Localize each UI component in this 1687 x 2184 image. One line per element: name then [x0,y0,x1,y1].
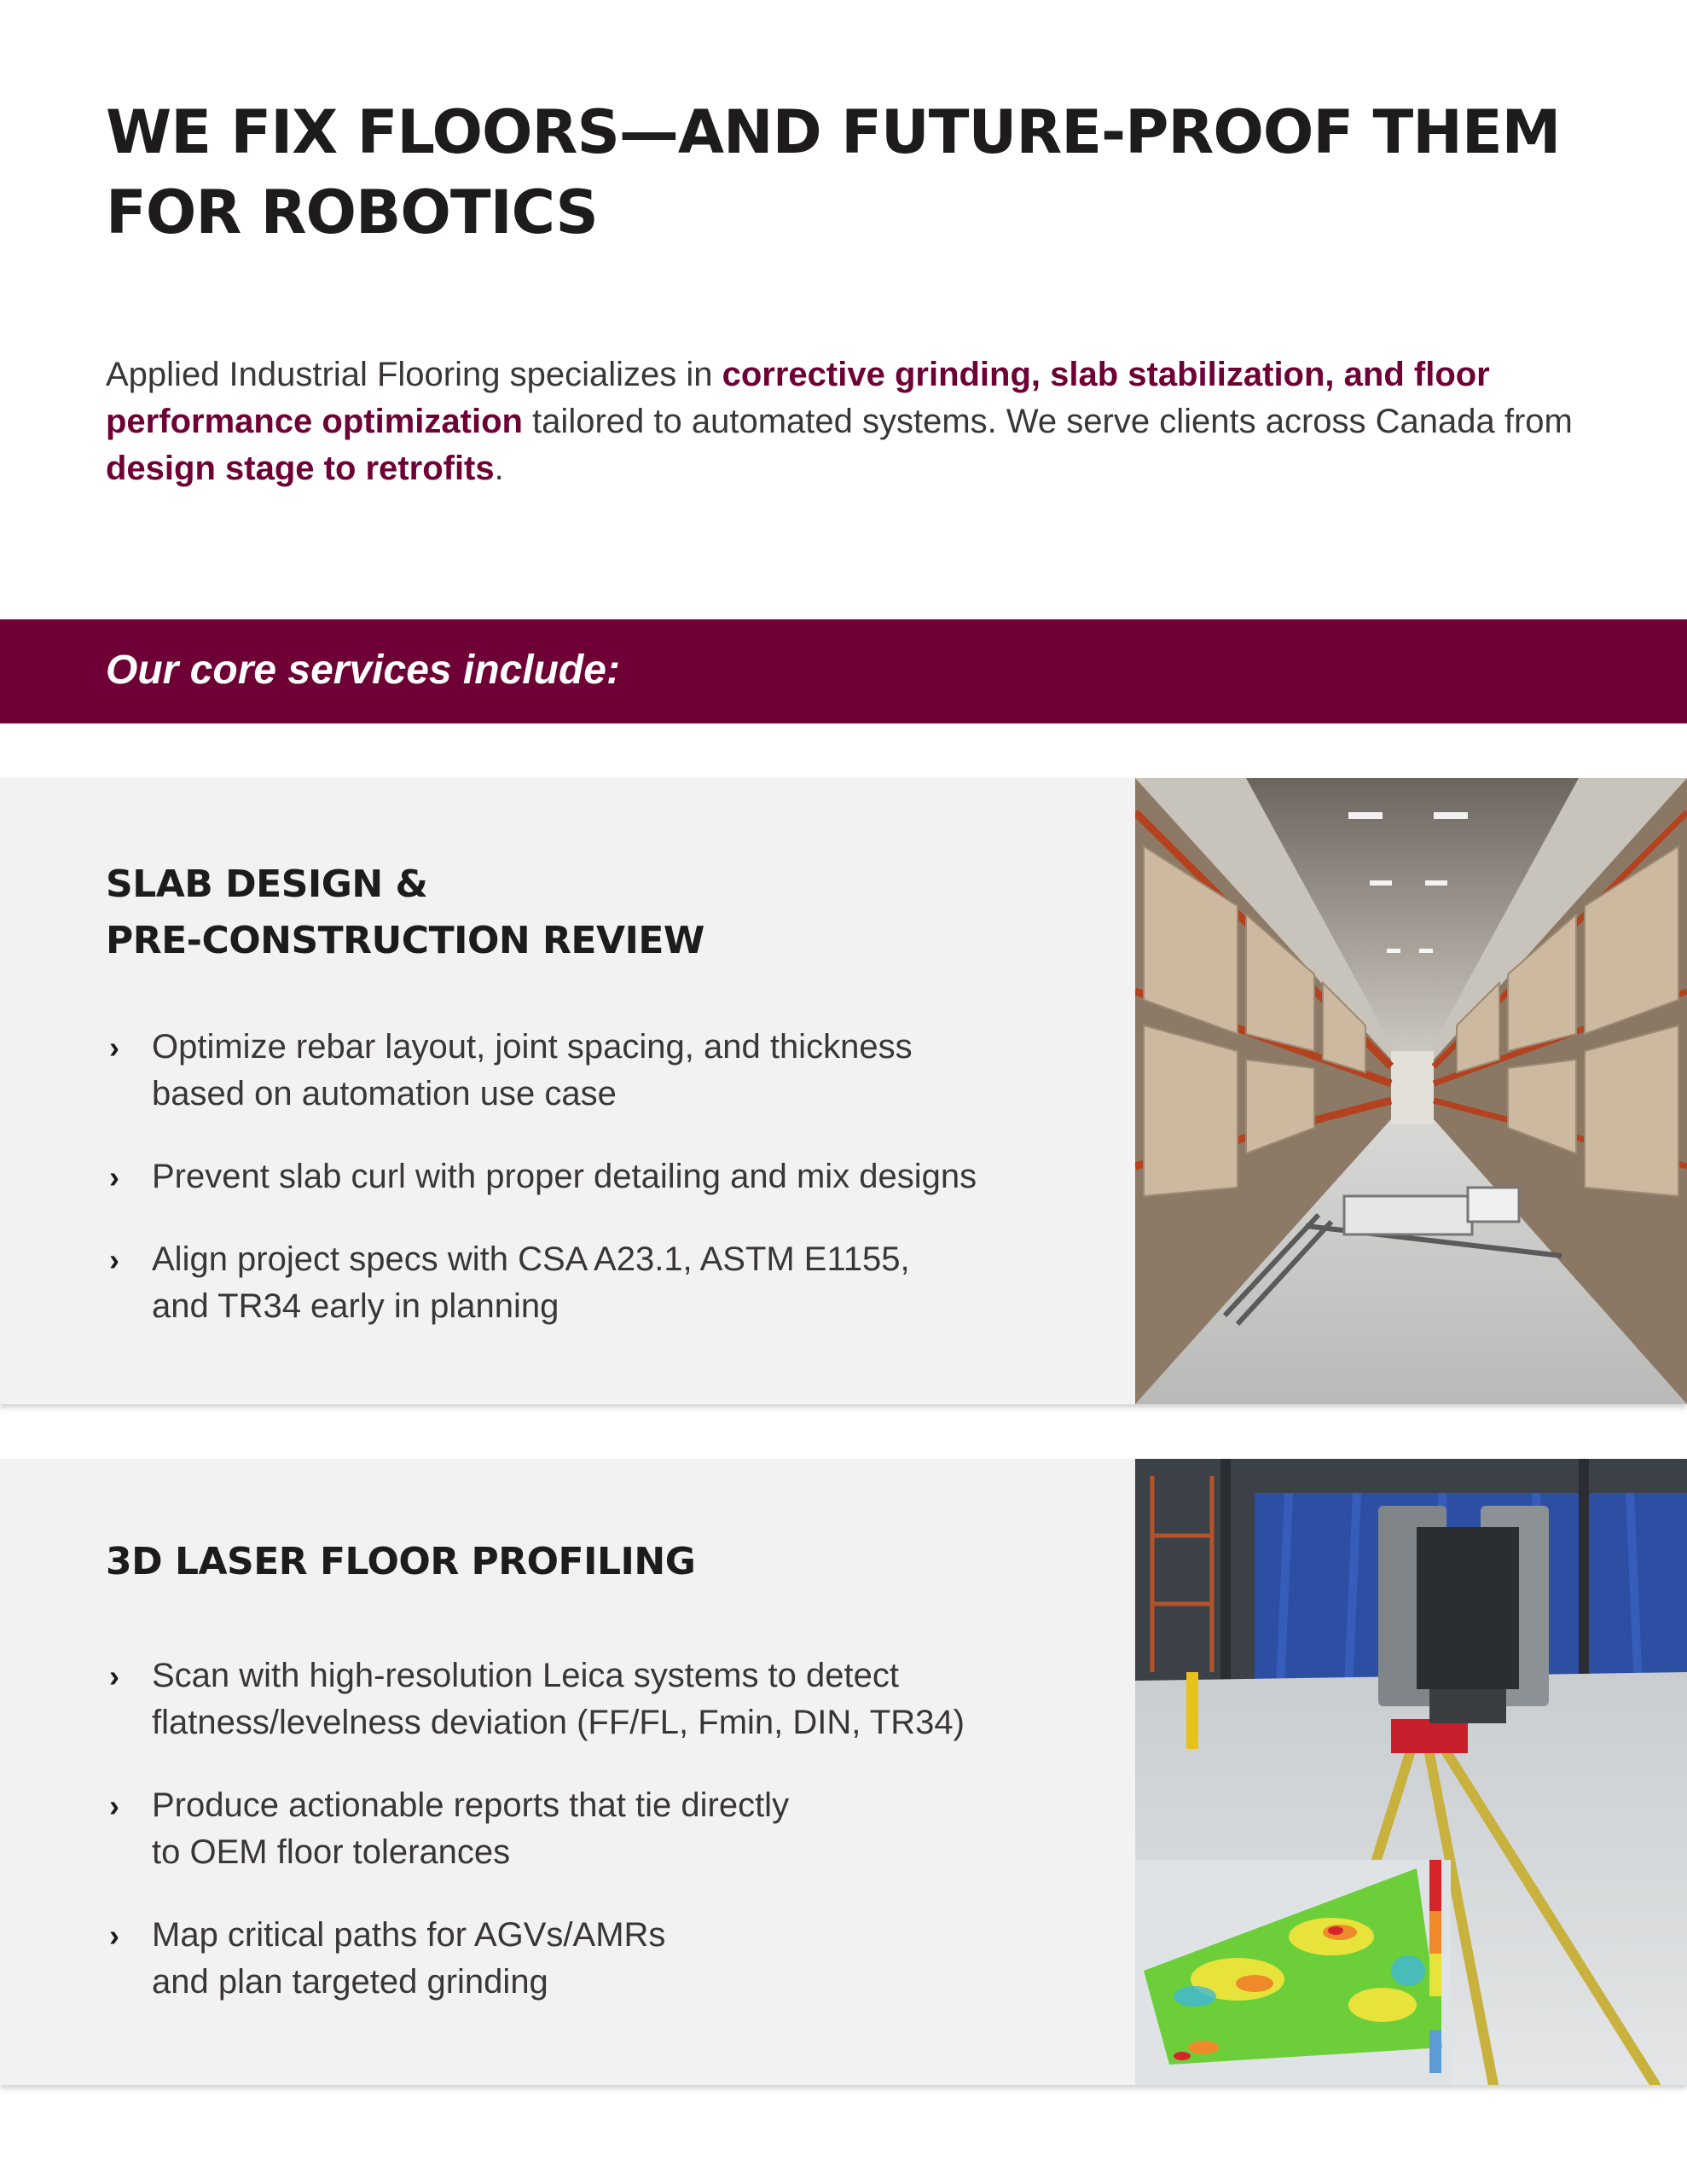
service-title [106,857,704,969]
chevron-right-icon: › [109,1159,119,1194]
service-title-line-2: PRE-CONSTRUCTION REVIEW [106,919,704,962]
bullet-item [106,1153,1087,1200]
intro-text-3: . [494,450,504,487]
laser-scanner-illustration [1135,1459,1687,2085]
service-bullet-list [106,1653,1087,2042]
service-title-line-1: SLAB DESIGN & [106,863,428,906]
chevron-right-icon: › [109,1658,119,1693]
intro-text-2: tailored to automated systems. We serve clients across Canada from [522,403,1573,440]
bullet-line-1: Optimize rebar layout, joint spacing, and thickness [152,1028,913,1066]
service-title [106,1534,695,1590]
bullet-line-2: to OEM floor tolerances [152,1833,511,1871]
service-panel-laser-profiling [0,1459,1687,2085]
bullet-line-1: Produce actionable reports that tie directly [152,1786,790,1824]
intro-highlight-2: design stage to retrofits [106,450,495,487]
bullet-line-2: based on automation use case [152,1075,617,1112]
bullet-line-1: Map critical paths for AGVs/AMRs [152,1916,666,1954]
laser-scanner-photo [1135,1459,1687,2085]
chevron-right-icon: › [109,1242,119,1277]
intro-text-1: Applied Industrial Flooring specializes in [106,356,722,393]
bullet-line-1: Align project specs with CSA A23.1, ASTM E1155, [152,1240,910,1278]
bullet-line-1: Scan with high-resolution Leica systems to detect [152,1657,899,1694]
chevron-right-icon: › [109,1918,119,1953]
services-banner-label: Our core services include: [106,648,620,693]
service-title-line-1: 3D LASER FLOOR PROFILING [106,1540,696,1583]
bullet-item [106,1236,1087,1330]
service-bullet-list [106,1024,1087,1366]
bullet-item [106,1653,1087,1746]
bullet-item [106,1912,1087,2006]
chevron-right-icon: › [109,1030,119,1065]
warehouse-aisle-illustration [1135,778,1687,1404]
services-banner [0,619,1687,723]
headline-line-1: WE FIX FLOORS—AND FUTURE-PROOF THEM [106,97,1561,167]
bullet-line-1: Prevent slab curl with proper detailing and mix designs [152,1158,977,1195]
bullet-line-2: flatness/levelness deviation (FF/FL, Fmin, DIN, TR34) [152,1704,965,1741]
chevron-right-icon: › [109,1788,119,1823]
service-panel-slab-design [0,778,1687,1404]
bullet-item [106,1782,1087,1876]
intro-paragraph [106,351,1590,492]
intro-highlight-1: corrective grinding, slab stabilization, and floor performance optimization [106,356,1490,440]
bullet-line-2: and plan targeted grinding [152,1963,548,2001]
warehouse-aisle-photo [1135,778,1687,1404]
headline-line-2: FOR ROBOTICS [106,177,598,247]
bullet-line-2: and TR34 early in planning [152,1287,559,1325]
bullet-item [106,1024,1087,1118]
page-headline [106,92,1573,253]
